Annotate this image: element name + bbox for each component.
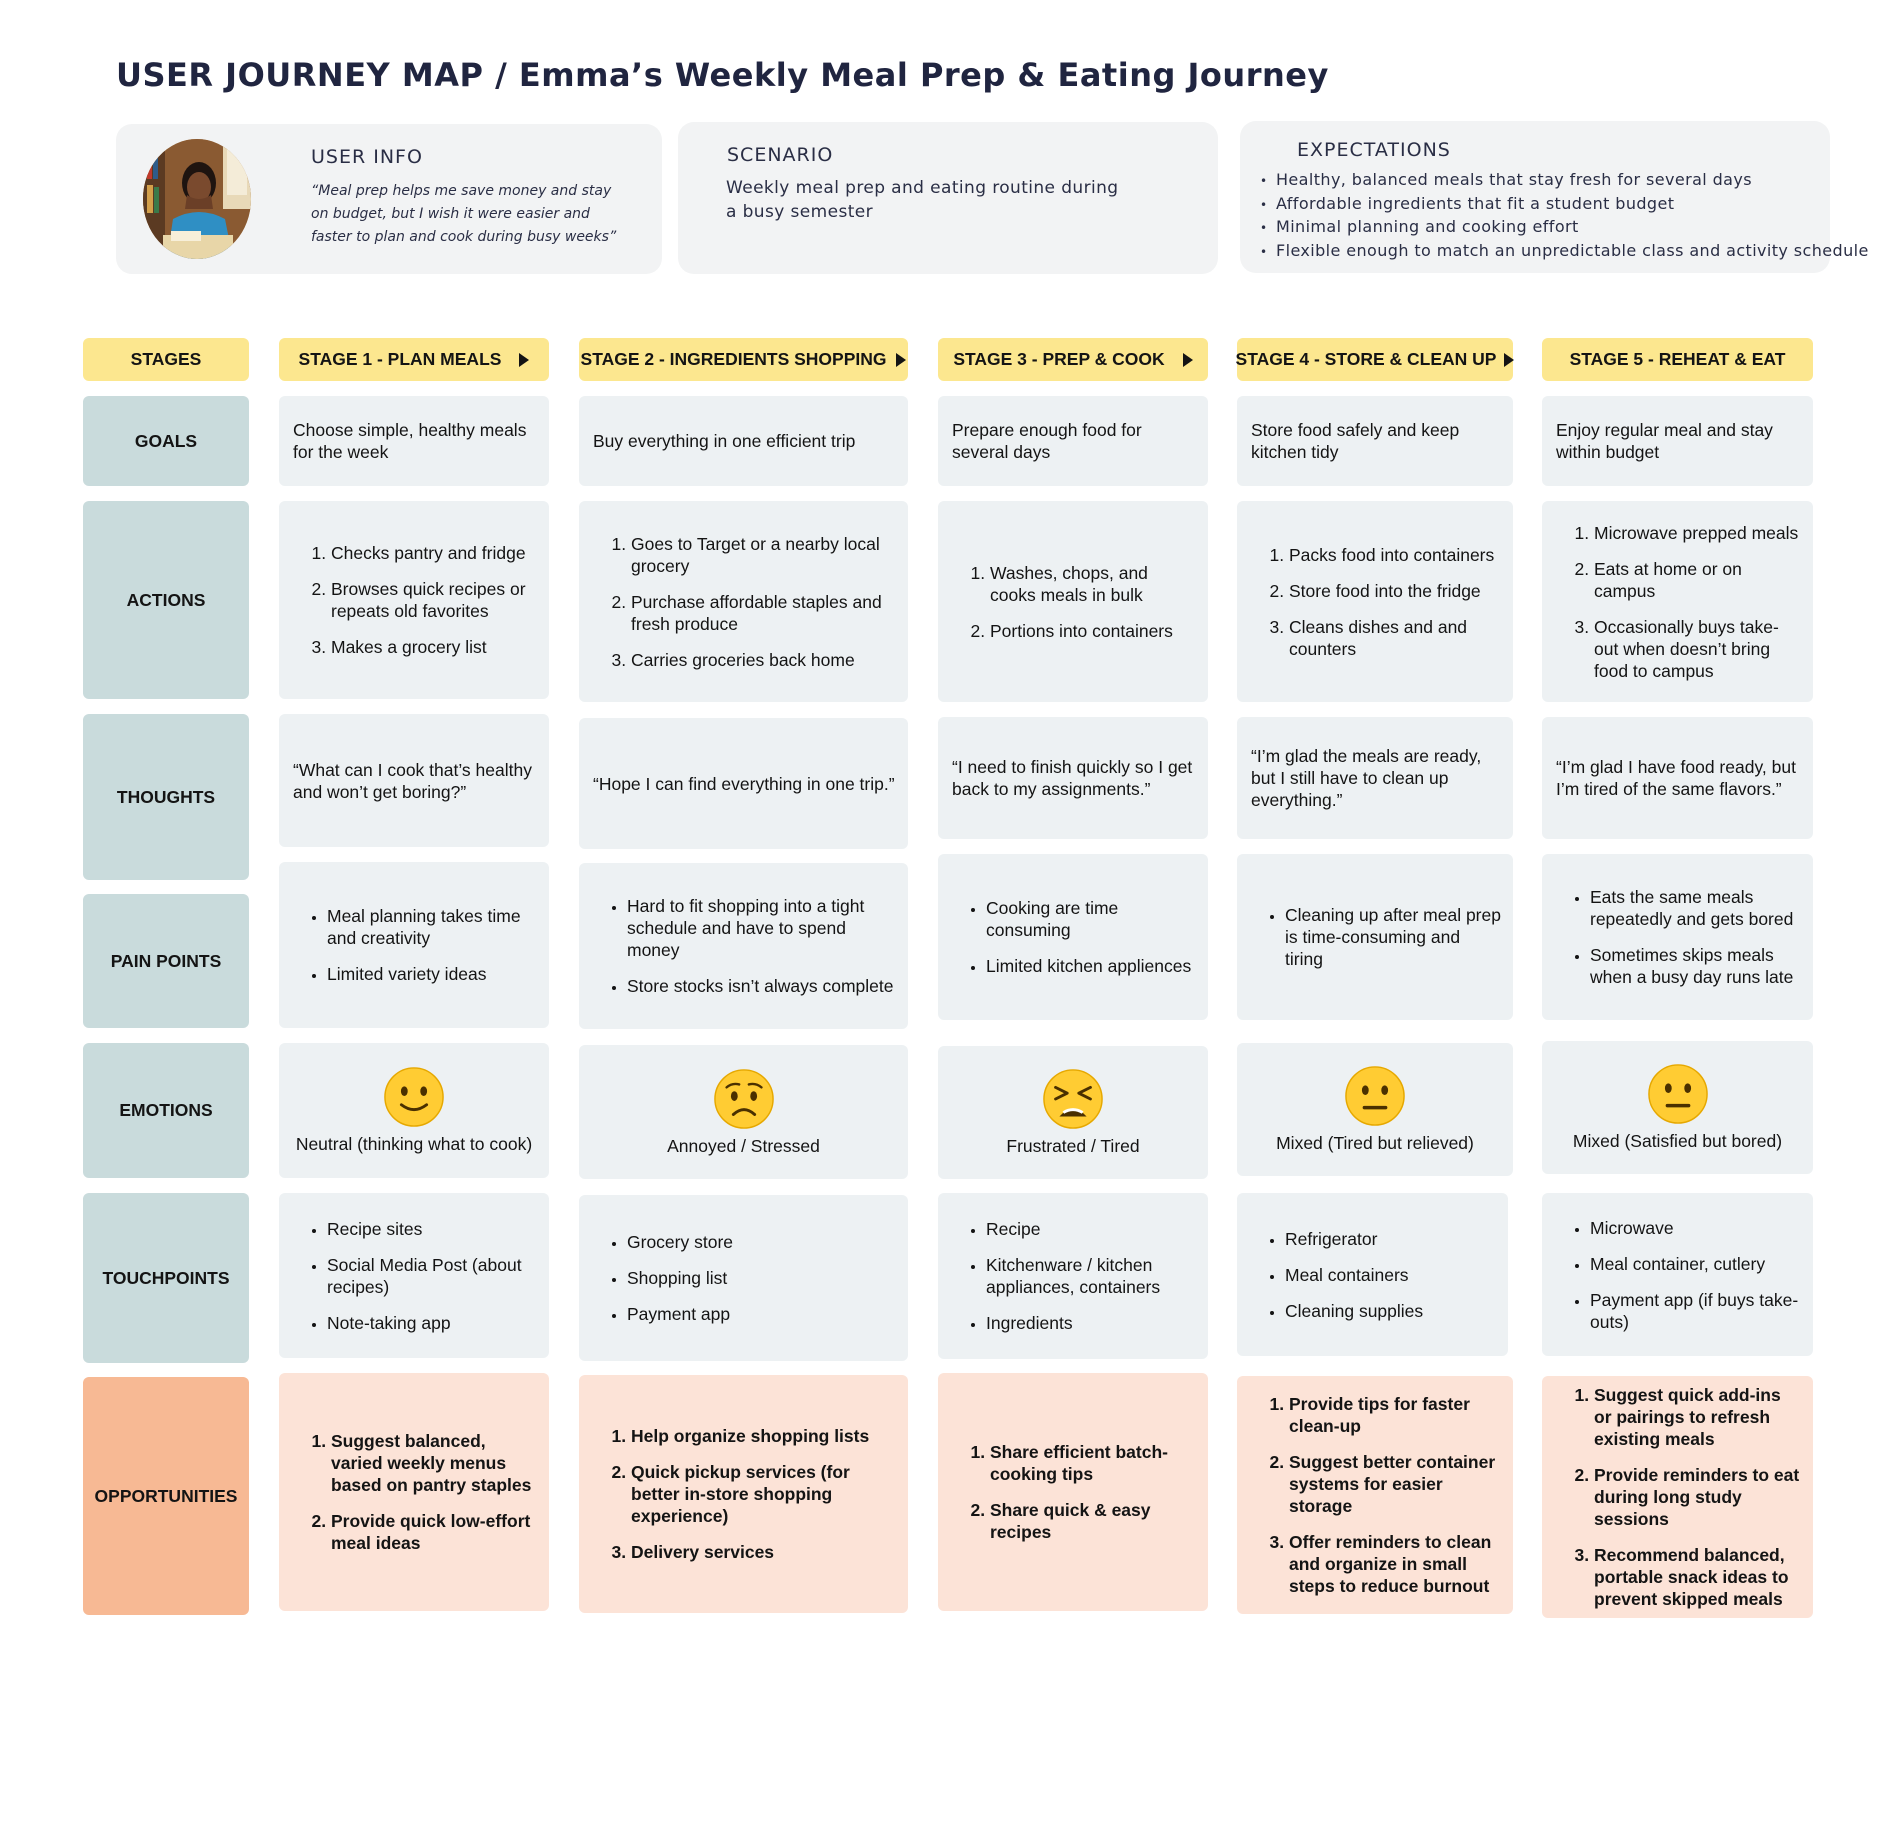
stage-1-opportunities bbox=[279, 1373, 549, 1611]
pain-points-label: PAIN POINTS bbox=[83, 894, 249, 1028]
stage-1-thought bbox=[279, 714, 549, 847]
action-item: 2. Portions into containers bbox=[990, 620, 1196, 642]
emotion-label: Annoyed / Stressed bbox=[667, 1135, 820, 1156]
stage-3-pain-points bbox=[938, 854, 1208, 1020]
stage-5-thought bbox=[1542, 717, 1813, 839]
stage-1-actions bbox=[279, 501, 549, 699]
touchpoint-item: • Social Media Post (about recipes) bbox=[327, 1254, 537, 1298]
stage-3-opportunities bbox=[938, 1373, 1208, 1611]
touchpoint-item: • Grocery store bbox=[627, 1231, 896, 1253]
stage-2-title: STAGE 2 - INGREDIENTS SHOPPING bbox=[580, 349, 887, 369]
goals-label: GOALS bbox=[83, 396, 249, 486]
action-item: 2. Store food into the fridge bbox=[1289, 580, 1501, 602]
stage-4-touchpoints bbox=[1237, 1193, 1508, 1356]
action-item: 1. Checks pantry and fridge bbox=[331, 542, 537, 564]
action-item: 3. Makes a grocery list bbox=[331, 636, 537, 658]
expectation-item: • Minimal planning and cooking effort bbox=[1260, 216, 1869, 240]
scenario-text: Weekly meal prep and eating routine during a busy semester bbox=[726, 178, 1119, 222]
touchpoint-item: • Note-taking app bbox=[327, 1312, 537, 1334]
stage-3-header bbox=[938, 338, 1208, 381]
neutral-face-icon bbox=[1647, 1063, 1709, 1125]
action-item: 3. Carries groceries back home bbox=[631, 649, 896, 671]
worried-face-icon bbox=[713, 1068, 775, 1130]
stage-2-opportunities bbox=[579, 1375, 908, 1613]
pain-point-item: • Meal planning takes time and creativity bbox=[327, 905, 537, 949]
touchpoint-item: • Shopping list bbox=[627, 1267, 896, 1289]
action-item: 1. Microwave prepped meals bbox=[1594, 522, 1801, 544]
stage-5-header bbox=[1542, 338, 1813, 381]
stage-1-goal bbox=[279, 396, 549, 486]
thought-text: “I’m glad the meals are ready, but I still have to clean up everything.” bbox=[1251, 746, 1482, 810]
tired-face-icon bbox=[1042, 1068, 1104, 1130]
stage-5-pain-points bbox=[1542, 854, 1813, 1020]
stage-4-goal bbox=[1237, 396, 1513, 486]
goal-text: Prepare enough food for several days bbox=[952, 420, 1142, 462]
goal-text: Choose simple, healthy meals for the week bbox=[293, 420, 527, 462]
action-item: 1. Packs food into containers bbox=[1289, 544, 1501, 566]
opportunity-item: 2. Provide reminders to eat during long study sessions bbox=[1594, 1464, 1801, 1530]
stages-label: STAGES bbox=[83, 338, 249, 381]
stage-5-goal bbox=[1542, 396, 1813, 486]
action-item: 3. Cleans dishes and and counters bbox=[1289, 616, 1501, 660]
action-item: 2. Purchase affordable staples and fresh produce bbox=[631, 591, 896, 635]
touchpoint-item: • Microwave bbox=[1590, 1217, 1801, 1239]
stage-1-touchpoints bbox=[279, 1193, 549, 1358]
pain-point-item: • Limited variety ideas bbox=[327, 963, 537, 985]
slightly-smiling-face-icon bbox=[383, 1066, 445, 1128]
touchpoint-item: • Meal container, cutlery bbox=[1590, 1253, 1801, 1275]
avatar bbox=[143, 139, 251, 259]
opportunity-item: 3. Recommend balanced, portable snack ideas to prevent skipped meals bbox=[1594, 1544, 1801, 1610]
opportunity-item: 2. Provide quick low-effort meal ideas bbox=[331, 1510, 537, 1554]
pain-point-item: • Sometimes skips meals when a busy day runs late bbox=[1590, 944, 1801, 988]
goal-text: Store food safely and keep kitchen tidy bbox=[1251, 420, 1460, 462]
touchpoints-label: TOUCHPOINTS bbox=[83, 1193, 249, 1363]
emotion-label: Mixed (Tired but relieved) bbox=[1276, 1133, 1474, 1153]
expectations-heading: EXPECTATIONS bbox=[1297, 139, 1451, 161]
page-title: USER JOURNEY MAP / Emma’s Weekly Meal Prep & Eating Journey bbox=[116, 56, 1329, 94]
stage-4-header bbox=[1237, 338, 1513, 381]
play-arrow-icon bbox=[1504, 353, 1514, 367]
touchpoint-item: • Payment app bbox=[627, 1303, 896, 1325]
stage-4-actions bbox=[1237, 501, 1513, 702]
expectations-list bbox=[1260, 169, 1869, 263]
opportunity-item: 1. Suggest balanced, varied weekly menus based on pantry staples bbox=[331, 1430, 537, 1496]
stage-5-actions bbox=[1542, 501, 1813, 702]
touchpoint-item: • Recipe sites bbox=[327, 1218, 537, 1240]
thought-text: “What can I cook that’s healthy and won’t get boring?” bbox=[293, 759, 532, 802]
action-item: 3. Occasionally buys take-out when doesn’t bring food to campus bbox=[1594, 616, 1801, 682]
stage-5-touchpoints bbox=[1542, 1193, 1813, 1356]
expectation-item: • Healthy, balanced meals that stay fresh for several days bbox=[1260, 169, 1869, 193]
pain-point-item: • Cleaning up after meal prep is time-consuming and tiring bbox=[1285, 904, 1501, 970]
emotion-label: Neutral (thinking what to cook) bbox=[295, 1134, 533, 1154]
emotions-label: EMOTIONS bbox=[83, 1043, 249, 1178]
stage-1-title: STAGE 1 - PLAN MEALS bbox=[298, 349, 502, 369]
stage-1-header bbox=[279, 338, 549, 381]
stage-2-thought bbox=[579, 718, 908, 849]
expectation-item: • Affordable ingredients that fit a student budget bbox=[1260, 193, 1869, 217]
stage-4-emotion bbox=[1237, 1043, 1513, 1176]
stage-2-actions bbox=[579, 501, 908, 702]
opportunity-item: 3. Offer reminders to clean and organize in small steps to reduce burnout bbox=[1289, 1531, 1501, 1597]
opportunity-item: 2. Suggest better container systems for easier storage bbox=[1289, 1451, 1501, 1517]
emotion-label: Frustrated / Tired bbox=[1006, 1136, 1140, 1156]
neutral-face-icon bbox=[1344, 1065, 1406, 1127]
stage-3-touchpoints bbox=[938, 1193, 1208, 1359]
opportunity-item: 1. Help organize shopping lists bbox=[631, 1425, 896, 1447]
pain-point-item: • Store stocks isn’t always complete bbox=[627, 975, 896, 997]
opportunity-item: 1. Provide tips for faster clean-up bbox=[1289, 1393, 1501, 1437]
thought-text: “I need to finish quickly so I get back to my assignments.” bbox=[952, 757, 1193, 799]
touchpoint-item: • Cleaning supplies bbox=[1285, 1300, 1496, 1322]
pain-point-item: • Eats the same meals repeatedly and gets bored bbox=[1590, 886, 1801, 930]
touchpoint-item: • Meal containers bbox=[1285, 1264, 1496, 1286]
action-item: 1. Washes, chops, and cooks meals in bulk bbox=[990, 562, 1196, 606]
stage-1-pain-points bbox=[279, 862, 549, 1028]
actions-label: ACTIONS bbox=[83, 501, 249, 699]
stage-4-title: STAGE 4 - STORE & CLEAN UP bbox=[1235, 349, 1497, 369]
stage-4-pain-points bbox=[1237, 854, 1513, 1020]
stage-3-thought bbox=[938, 717, 1208, 839]
stage-3-actions bbox=[938, 501, 1208, 702]
opportunities-label: OPPORTUNITIES bbox=[83, 1377, 249, 1615]
action-item: 1. Goes to Target or a nearby local grocery bbox=[631, 533, 896, 577]
opportunity-item: 1. Suggest quick add-ins or pairings to refresh existing meals bbox=[1594, 1384, 1801, 1450]
touchpoint-item: • Recipe bbox=[986, 1218, 1196, 1240]
action-item: 2. Browses quick recipes or repeats old favorites bbox=[331, 578, 537, 622]
stage-4-thought bbox=[1237, 717, 1513, 839]
action-item: 2. Eats at home or on campus bbox=[1594, 558, 1801, 602]
play-arrow-icon bbox=[896, 353, 906, 367]
touchpoint-item: • Payment app (if buys take-outs) bbox=[1590, 1289, 1801, 1333]
stage-5-emotion bbox=[1542, 1041, 1813, 1174]
play-arrow-icon bbox=[1183, 353, 1193, 367]
pain-point-item: • Limited kitchen appliences bbox=[986, 955, 1196, 977]
goal-text: Buy everything in one efficient trip bbox=[593, 431, 856, 451]
touchpoint-item: • Ingredients bbox=[986, 1312, 1196, 1334]
opportunity-item: 1. Share efficient batch-cooking tips bbox=[990, 1441, 1196, 1485]
stage-3-title: STAGE 3 - PREP & COOK bbox=[953, 349, 1165, 369]
expectations-card bbox=[1240, 121, 1869, 273]
opportunity-item: 3. Delivery services bbox=[631, 1541, 896, 1563]
opportunity-item: 2. Share quick & easy recipes bbox=[990, 1499, 1196, 1543]
thought-text: “I’m glad I have food ready, but I’m tired of the same flavors.” bbox=[1556, 757, 1796, 799]
thoughts-label: THOUGHTS bbox=[83, 714, 249, 880]
user-info-card bbox=[116, 124, 662, 274]
scenario-heading: SCENARIO bbox=[727, 144, 834, 166]
touchpoint-item: • Kitchenware / kitchen appliances, containers bbox=[986, 1254, 1196, 1298]
stage-2-emotion bbox=[579, 1045, 908, 1179]
play-arrow-icon bbox=[519, 353, 529, 367]
stage-2-goal bbox=[579, 396, 908, 486]
stage-2-touchpoints bbox=[579, 1195, 908, 1361]
stage-3-emotion bbox=[938, 1046, 1208, 1179]
opportunity-item: 2. Quick pickup services (for better in-store shopping experience) bbox=[631, 1461, 896, 1527]
stage-5-title: STAGE 5 - REHEAT & EAT bbox=[1569, 349, 1786, 369]
touchpoint-item: • Refrigerator bbox=[1285, 1228, 1496, 1250]
pain-point-item: • Cooking are time consuming bbox=[986, 897, 1196, 941]
user-info-heading: USER INFO bbox=[311, 146, 423, 168]
user-quote: “Meal prep helps me save money and stay on budget, but I wish it were easier and faster to plan and cook during busy weeks” bbox=[311, 183, 617, 245]
goal-text: Enjoy regular meal and stay within budget bbox=[1556, 420, 1773, 462]
pain-point-item: • Hard to fit shopping into a tight schedule and have to spend money bbox=[627, 895, 896, 961]
expectation-item: • Flexible enough to match an unpredictable class and activity schedule bbox=[1260, 240, 1869, 264]
thought-text: “Hope I can find everything in one trip.” bbox=[593, 773, 895, 794]
stage-3-goal bbox=[938, 396, 1208, 486]
stage-2-pain-points bbox=[579, 863, 908, 1029]
stage-4-opportunities bbox=[1237, 1376, 1513, 1614]
scenario-card bbox=[678, 122, 1218, 274]
stage-5-opportunities bbox=[1542, 1376, 1813, 1618]
emotion-label: Mixed (Satisfied but bored) bbox=[1572, 1131, 1783, 1151]
stage-2-header bbox=[579, 338, 908, 381]
stage-1-emotion bbox=[279, 1043, 549, 1178]
